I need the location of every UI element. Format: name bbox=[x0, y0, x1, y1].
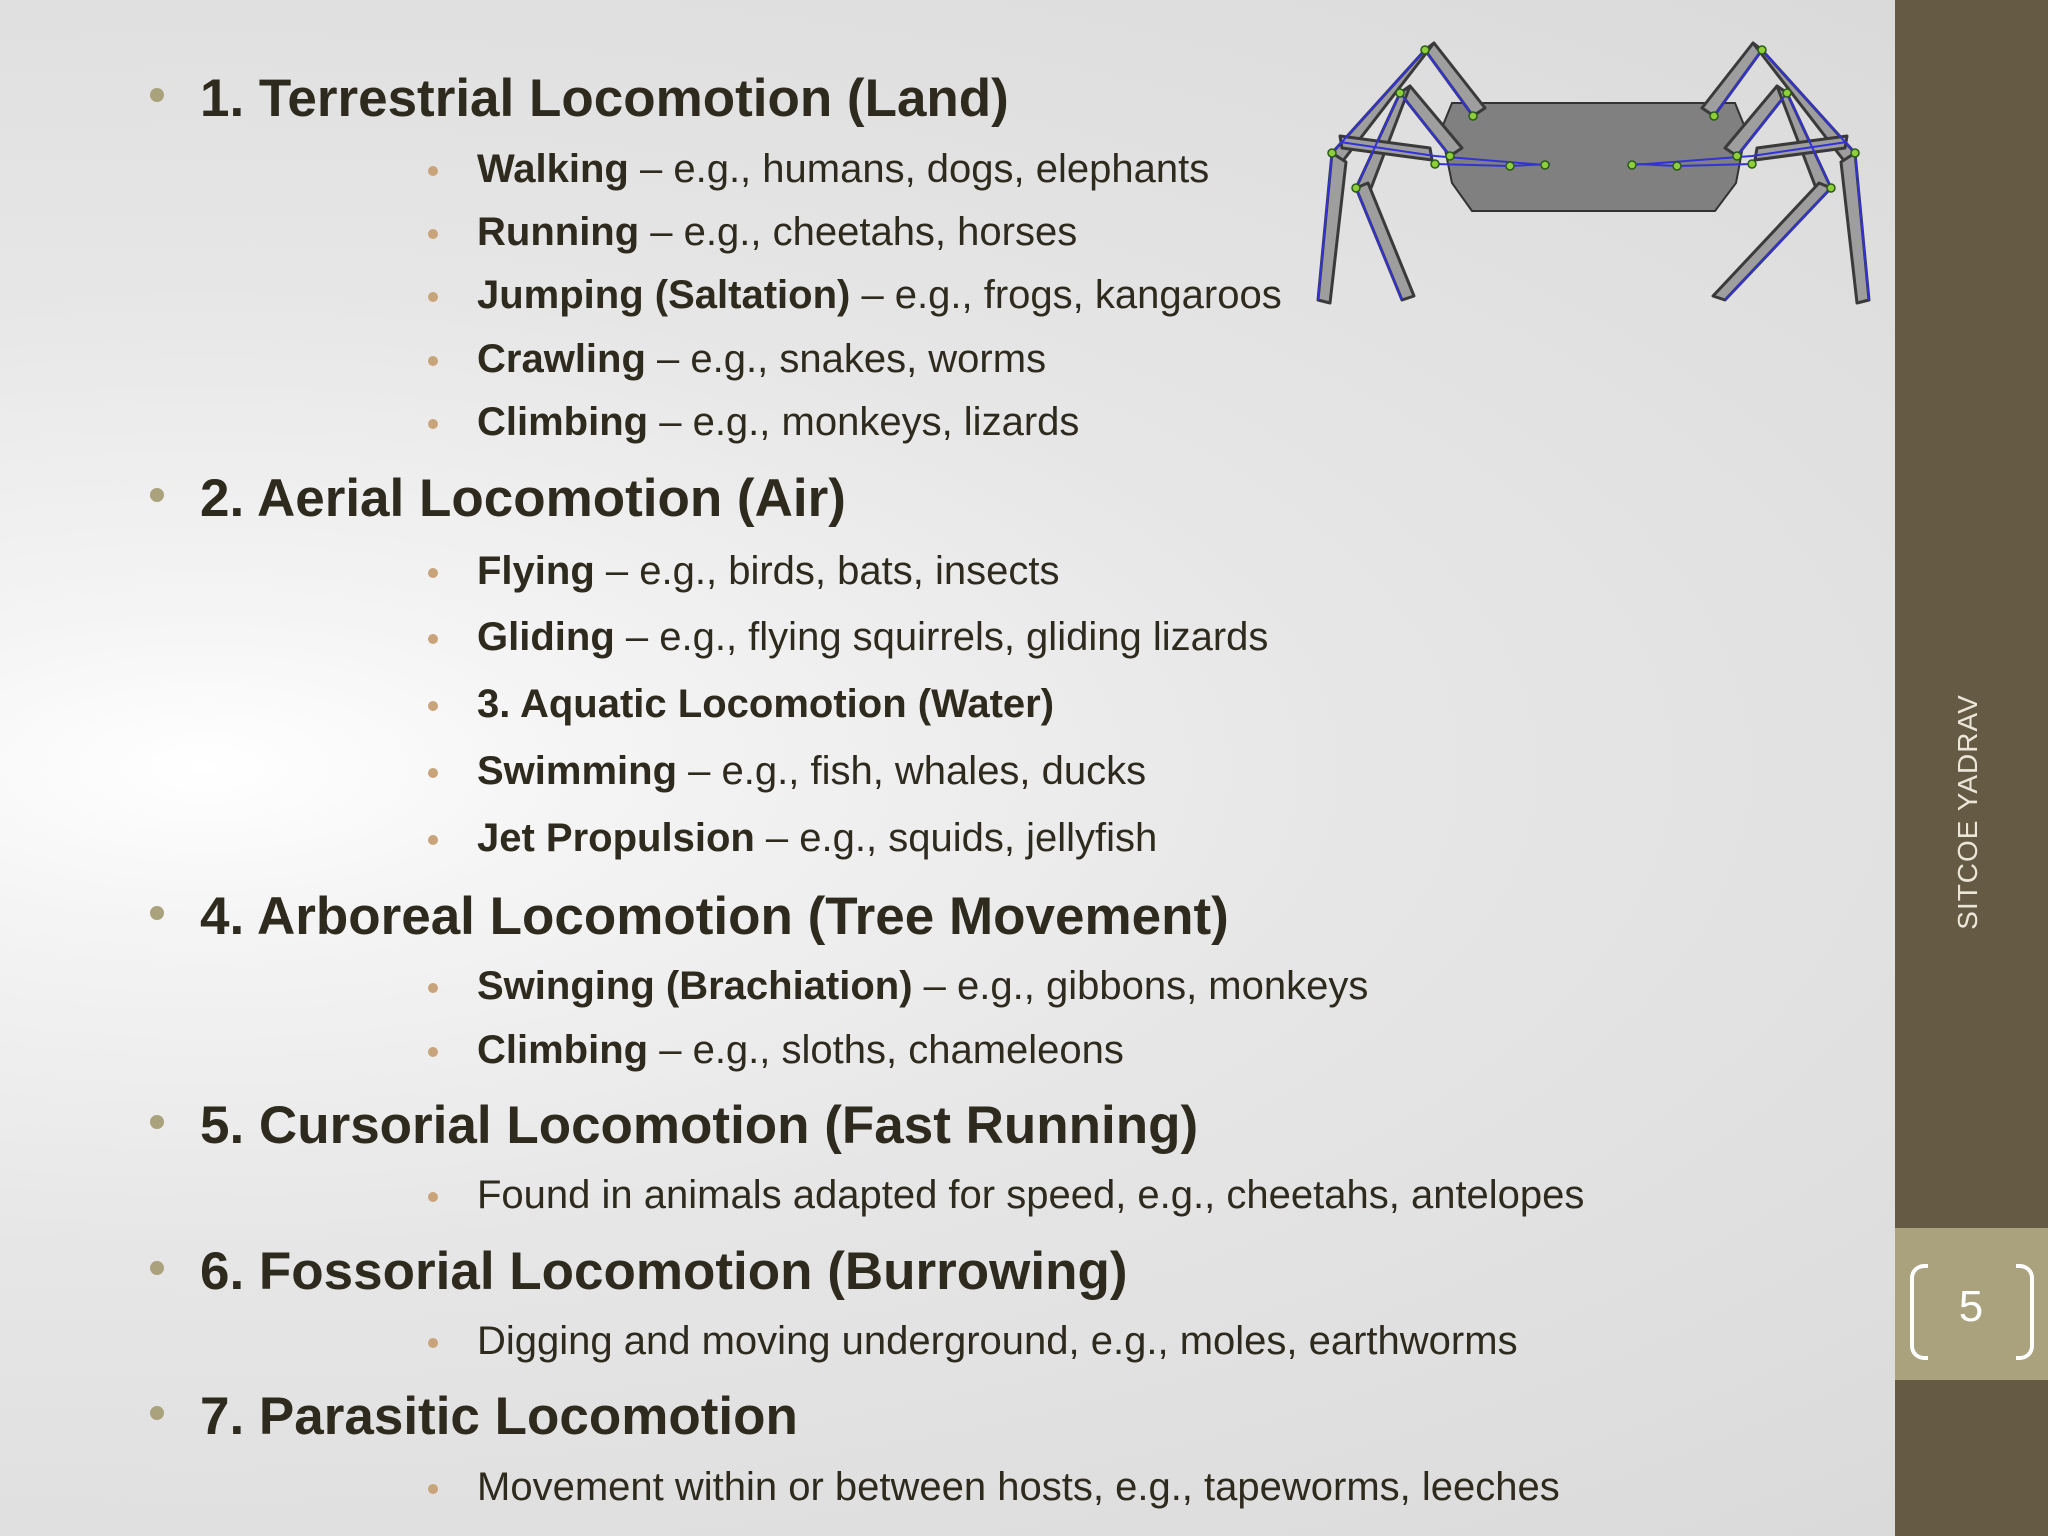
bullet-marker bbox=[150, 1406, 164, 1420]
sub-bullet-marker bbox=[428, 166, 438, 176]
sub-bullet-marker bbox=[428, 292, 438, 302]
list-item: Swinging (Brachiation) – e.g., gibbons, monkeys bbox=[477, 964, 1369, 1008]
bullet-marker bbox=[150, 906, 164, 920]
list-item: Swimming – e.g., fish, whales, ducks bbox=[477, 749, 1147, 793]
sub-bullet-marker bbox=[428, 356, 438, 366]
bullet-marker bbox=[150, 488, 164, 502]
list-item: Crawling – e.g., snakes, worms bbox=[477, 337, 1047, 381]
sub-bullet-marker bbox=[428, 229, 438, 239]
sub-bullet-marker bbox=[428, 1338, 438, 1348]
list-item: Jet Propulsion – e.g., squids, jellyfish bbox=[477, 816, 1158, 860]
bullet-marker bbox=[150, 1115, 164, 1129]
sub-bullet-marker bbox=[428, 835, 438, 845]
section-5-title: 5. Cursorial Locomotion (Fast Running) bbox=[200, 1096, 1199, 1155]
list-item: Walking – e.g., humans, dogs, elephants bbox=[477, 147, 1210, 191]
sub-bullet-marker bbox=[428, 983, 438, 993]
sub-bullet-marker bbox=[428, 1192, 438, 1202]
list-item: Gliding – e.g., flying squirrels, gliding lizards bbox=[477, 615, 1269, 659]
list-item: Climbing – e.g., monkeys, lizards bbox=[477, 400, 1080, 444]
left-bracket-icon bbox=[1910, 1264, 1928, 1360]
section-4-title: 4. Arboreal Locomotion (Tree Movement) bbox=[200, 887, 1229, 946]
page-number: 5 bbox=[1958, 1282, 1984, 1331]
sidebar-label: SITCOE YADRAV bbox=[1952, 694, 1983, 930]
sub-bullet-marker bbox=[428, 568, 438, 578]
sub-bullet-marker bbox=[428, 1484, 438, 1494]
sub-bullet-marker bbox=[428, 419, 438, 429]
list-item: Found in animals adapted for speed, e.g., cheetahs, antelopes bbox=[477, 1173, 1585, 1217]
sub-bullet-marker bbox=[428, 634, 438, 644]
list-item: Movement within or between hosts, e.g., tapeworms, leeches bbox=[477, 1465, 1560, 1509]
sub-bullet-marker bbox=[428, 768, 438, 778]
hexapod-robot-diagram-icon bbox=[1310, 38, 1880, 308]
right-bracket-icon bbox=[2016, 1264, 2034, 1360]
section-7-title: 7. Parasitic Locomotion bbox=[200, 1387, 798, 1446]
sub-bullet-marker bbox=[428, 701, 438, 711]
list-item: Jumping (Saltation) – e.g., frogs, kangaroos bbox=[477, 273, 1282, 317]
section-1-title: 1. Terrestrial Locomotion (Land) bbox=[200, 69, 1009, 128]
list-item: Running – e.g., cheetahs, horses bbox=[477, 210, 1078, 254]
list-item: Digging and moving underground, e.g., moles, earthworms bbox=[477, 1319, 1518, 1363]
list-item: Climbing – e.g., sloths, chameleons bbox=[477, 1028, 1124, 1072]
list-item: 3. Aquatic Locomotion (Water) bbox=[477, 682, 1055, 726]
list-item: Flying – e.g., birds, bats, insects bbox=[477, 549, 1060, 593]
bullet-marker bbox=[150, 1261, 164, 1275]
section-6-title: 6. Fossorial Locomotion (Burrowing) bbox=[200, 1242, 1128, 1301]
bullet-marker bbox=[150, 88, 164, 102]
sub-bullet-marker bbox=[428, 1047, 438, 1057]
section-2-title: 2. Aerial Locomotion (Air) bbox=[200, 469, 846, 528]
